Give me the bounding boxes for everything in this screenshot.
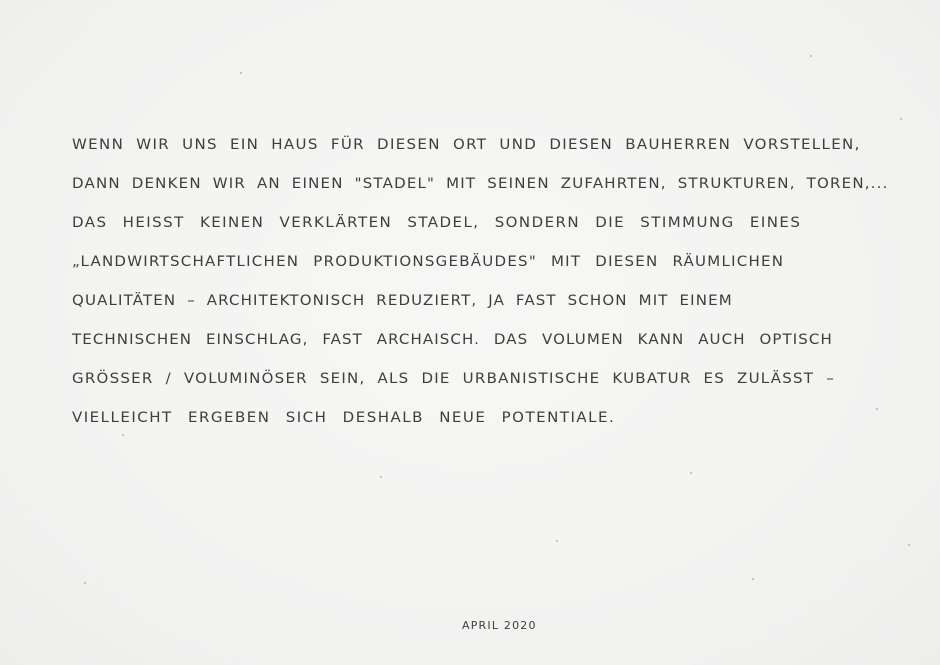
text-line: GRÖSSER / VOLUMINÖSER SEIN, ALS DIE URBANISTISCHE KUBATUR ES ZULÄSST – (72, 370, 835, 387)
paper-speck (908, 544, 910, 546)
text-line: TECHNISCHEN EINSCHLAG, FAST ARCHAISCH. DAS VOLUMEN KANN AUCH OPTISCH (72, 331, 833, 348)
paper-speck (900, 118, 902, 120)
text-line: „LANDWIRTSCHAFTLICHEN PRODUKTIONSGEBÄUDES" MIT DIESEN RÄUMLICHEN (72, 253, 785, 270)
paper-speck (556, 540, 558, 542)
handwritten-text-block (72, 130, 889, 442)
paper-speck (690, 472, 692, 474)
date-label: APRIL 2020 (462, 619, 537, 632)
text-line: DANN DENKEN WIR AN EINEN "STADEL" MIT SEINEN ZUFAHRTEN, STRUKTUREN, TOREN,... (72, 175, 889, 192)
paper-speck (876, 408, 878, 410)
paper-speck (84, 582, 86, 584)
text-line: VIELLEICHT ERGEBEN SICH DESHALB NEUE POTENTIALE. (72, 409, 616, 426)
paper-speck (752, 578, 754, 580)
paper-speck (380, 476, 382, 478)
paper-speck (810, 55, 812, 57)
text-line: DAS HEISST KEINEN VERKLÄRTEN STADEL, SONDERN DIE STIMMUNG EINES (72, 214, 802, 231)
text-line: WENN WIR UNS EIN HAUS FÜR DIESEN ORT UND DIESEN BAUHERREN VORSTELLEN, (72, 136, 861, 153)
paper-speck (240, 72, 242, 74)
paper-speck (122, 434, 124, 436)
text-line: QUALITÄTEN – ARCHITEKTONISCH REDUZIERT, JA FAST SCHON MIT EINEM (72, 292, 733, 309)
